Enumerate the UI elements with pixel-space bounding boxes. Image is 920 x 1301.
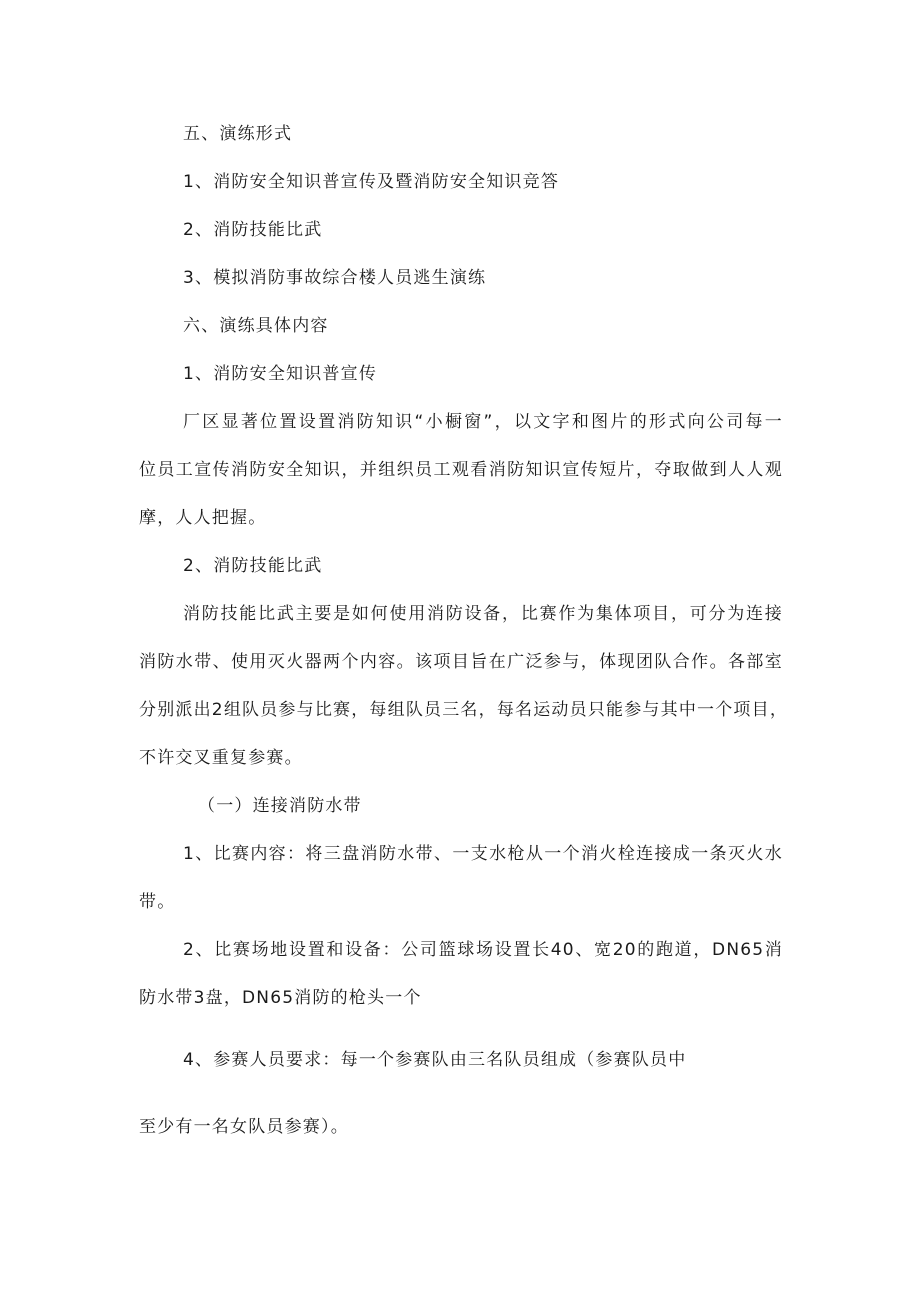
- list-item-1: 1、消防安全知识普宣传及暨消防安全知识竞答: [183, 172, 560, 192]
- paragraph-line: 不许交叉重复参赛。: [139, 748, 303, 768]
- paragraph-line: 摩，人人把握。: [139, 508, 267, 528]
- section-heading-6: 六、演练具体内容: [183, 316, 329, 336]
- paragraph-line: 至少有一名女队员参赛）。: [139, 1117, 349, 1137]
- subheading-2: 2、消防技能比武: [183, 556, 323, 576]
- paragraph-line: 4、参赛人员要求：每一个参赛队由三名队员组成（参赛队员中: [183, 1050, 687, 1070]
- list-item-3: 3、模拟消防事故综合楼人员逃生演练: [183, 268, 487, 288]
- paragraph-line: 带。: [139, 892, 176, 912]
- subheading-1: 1、消防安全知识普宣传: [183, 364, 378, 384]
- paragraph-line: 2、比赛场地设置和设备：公司篮球场设置长40、宽20的跑道，DN65消: [183, 940, 783, 960]
- paragraph-line: 厂区显著位置设置消防知识“小橱窗”，以文字和图片的形式向公司每一: [183, 412, 783, 432]
- paragraph-line: 1、比赛内容：将三盘消防水带、一支水枪从一个消火栓连接成一条灭火水: [183, 844, 783, 864]
- paragraph-line: 消防水带、使用灭火器两个内容。该项目旨在广泛参与，体现团队合作。各部室: [139, 652, 783, 672]
- section-heading-5: 五、演练形式: [183, 124, 293, 144]
- paragraph-line: 消防技能比武主要是如何使用消防设备，比赛作为集体项目，可分为连接: [183, 604, 783, 624]
- list-item-2: 2、消防技能比武: [183, 220, 323, 240]
- paragraph-line: 分别派出2组队员参与比赛，每组队员三名，每名运动员只能参与其中一个项目，: [139, 700, 789, 720]
- subsection-heading: （一）连接消防水带: [198, 796, 362, 816]
- paragraph-line: 防水带3盘，DN65消防的枪头一个: [139, 988, 422, 1008]
- paragraph-line: 位员工宣传消防安全知识，并组织员工观看消防知识宣传短片，夺取做到人人观: [139, 460, 783, 480]
